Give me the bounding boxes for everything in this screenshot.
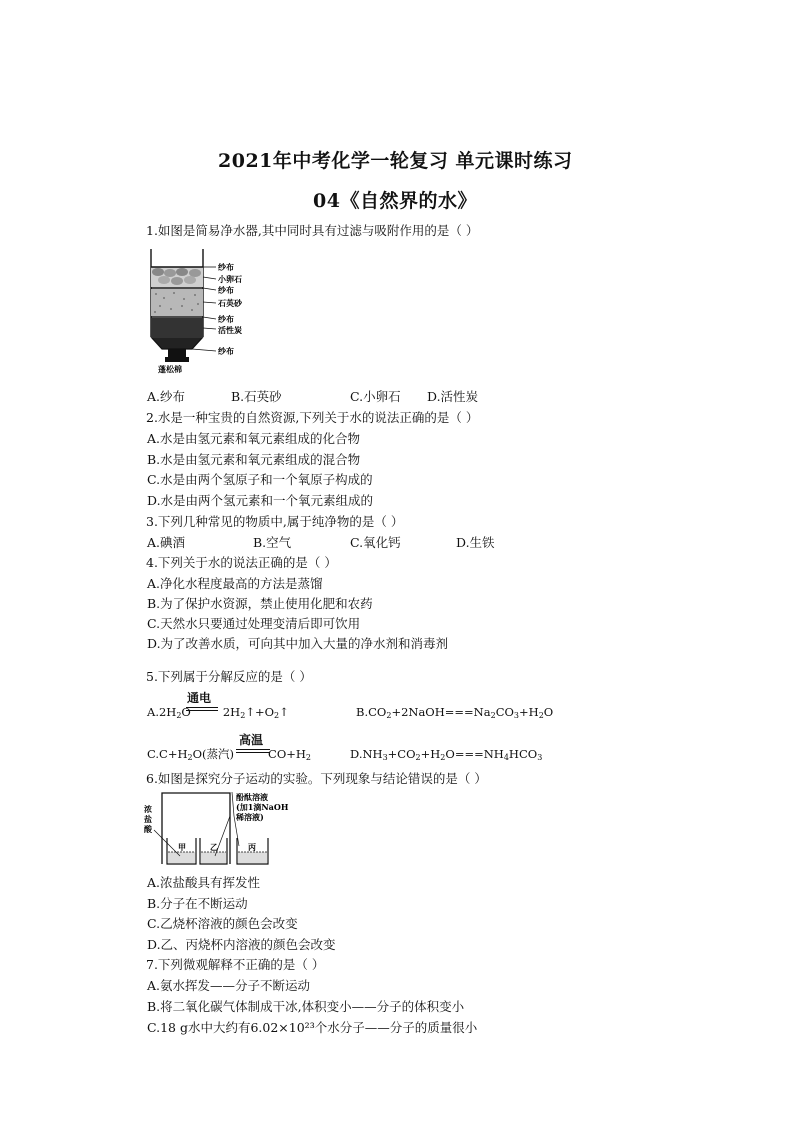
label-conc-hcl-2: 盐 — [144, 814, 152, 824]
question-5-option-a: $A.2H_2O$ $2H_2↑+O_2↑$ — [147, 705, 289, 720]
question-7-option-b: B.将二氧化碳气体制成干冰,体积变小——分子的体积变小 — [147, 999, 465, 1014]
label-gauze-3: 纱布 — [218, 314, 234, 324]
question-1-option-a: A.纱布 — [147, 389, 186, 404]
question-2-option-c: C.水是由两个氢原子和一个氧原子构成的 — [147, 472, 373, 487]
question-7-option-a: A.氨水挥发——分子不断运动 — [147, 978, 311, 993]
question-3-stem: 3.下列几种常见的物质中,属于纯净物的是（ ） — [146, 514, 404, 529]
question-3-option-d: D.生铁 — [456, 535, 495, 550]
question-4-stem: 4.下列关于水的说法正确的是（ ） — [146, 555, 337, 570]
label-activated-carbon: 活性炭 — [218, 325, 242, 335]
question-2-option-d: D.水是由两个氢元素和一个氧元素组成的 — [147, 493, 374, 508]
question-6-stem: 6.如图是探究分子运动的实验。下列现象与结论错误的是（ ） — [146, 771, 487, 786]
question-3-option-c: C.氧化钙 — [350, 535, 401, 550]
label-yi: 乙 — [210, 842, 218, 852]
question-5-option-b: $B.CO_2+2NaOH===Na_2CO_3+H_2O$ — [356, 705, 554, 720]
question-2-stem: 2.水是一种宝贵的自然资源,下列关于水的说法正确的是（ ） — [146, 410, 479, 425]
label-jia: 甲 — [178, 842, 186, 852]
question-5-option-c: $C.C+H_2O$(蒸汽) $CO+H_2$ — [147, 747, 312, 762]
page-title: 2021年中考化学一轮复习 单元课时练习 — [218, 150, 573, 172]
label-cotton: 蓬松棉 — [158, 364, 182, 374]
question-1-option-d: D.活性炭 — [427, 389, 479, 404]
question-6-option-a: A.浓盐酸具有挥发性 — [147, 875, 261, 890]
label-phenolphthalein: 酚酞溶液 — [236, 792, 268, 802]
question-4-option-b: B.为了保护水资源，禁止使用化肥和农药 — [147, 596, 373, 611]
label-bing: 丙 — [248, 842, 256, 852]
question-4-option-a: A.净化水程度最高的方法是蒸馏 — [147, 576, 323, 591]
question-1-option-b: B.石英砂 — [231, 389, 282, 404]
question-6-option-d: D.乙、丙烧杯内溶液的颜色会改变 — [147, 937, 336, 952]
label-gauze-4: 纱布 — [218, 346, 234, 356]
question-2-option-b: B.水是由氢元素和氧元素组成的混合物 — [147, 452, 361, 467]
page-subtitle: 04《自然界的水》 — [313, 190, 477, 212]
molecular-motion-figure — [142, 790, 292, 870]
question-3-option-a: A.碘酒 — [147, 535, 186, 550]
question-4-option-c: C.天然水只要通过处理变清后即可饮用 — [147, 616, 361, 631]
filter-container — [151, 249, 203, 362]
water-filter-figure — [140, 246, 250, 376]
question-6-option-b: B.分子在不断运动 — [147, 896, 248, 911]
label-pebbles: 小卵石 — [218, 274, 242, 284]
question-5-stem: 5.下列属于分解反应的是（ ） — [146, 669, 312, 684]
question-7-stem: 7.下列微观解释不正确的是（ ） — [146, 957, 325, 972]
condition-high-temperature: 高温 — [239, 733, 264, 747]
question-1-option-c: C.小卵石 — [350, 389, 401, 404]
question-7-option-c: C.18 g水中大约有6.02×10²³个水分子——分子的质量很小 — [147, 1020, 478, 1035]
label-dilute-solution: 稀溶液) — [236, 812, 264, 822]
label-conc-hcl-1: 浓 — [144, 804, 152, 814]
question-5-option-d: $D.NH_3+CO_2+H_2O===NH_4HCO_3$ — [350, 747, 543, 762]
question-1-stem: 1.如图是简易净水器,其中同时具有过滤与吸附作用的是（ ） — [146, 223, 479, 238]
label-gauze-2: 纱布 — [218, 285, 234, 295]
question-4-option-d: D.为了改善水质，可向其中加入大量的净水剂和消毒剂 — [147, 636, 449, 651]
question-3-option-b: B.空气 — [253, 535, 292, 550]
label-quartz-sand: 石英砂 — [218, 298, 242, 308]
condition-electrolysis: 通电 — [187, 691, 212, 705]
label-naoh-drop: (加1滴NaOH — [236, 802, 289, 812]
question-6-option-c: C.乙烧杯溶液的颜色会改变 — [147, 916, 298, 931]
question-2-option-a: A.水是由氢元素和氧元素组成的化合物 — [147, 431, 361, 446]
label-gauze-1: 纱布 — [218, 262, 234, 272]
label-conc-hcl-3: 酸 — [144, 824, 152, 834]
